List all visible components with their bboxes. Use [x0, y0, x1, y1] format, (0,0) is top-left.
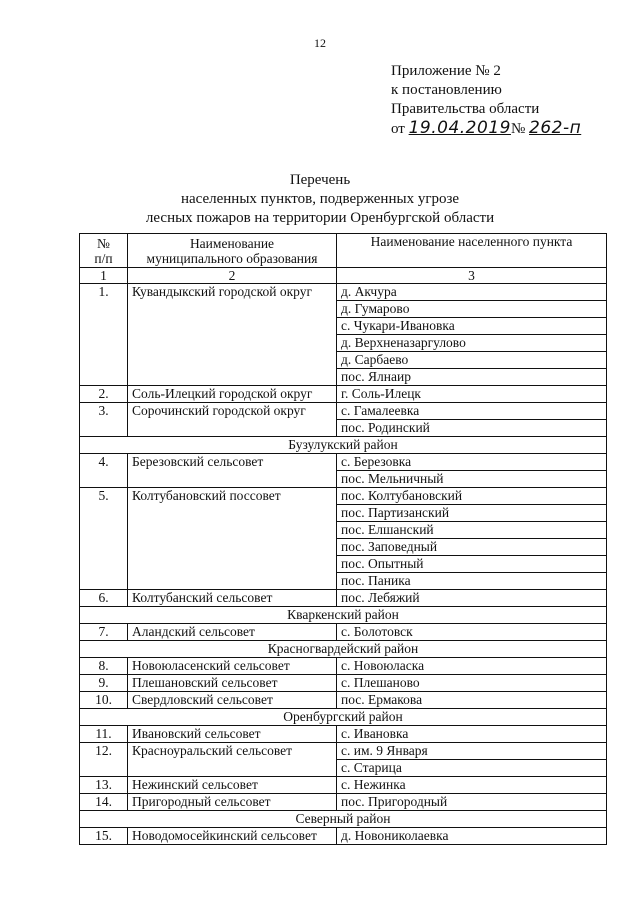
table-row	[80, 454, 607, 471]
municipality-name: Колтубанский сельсовет	[128, 590, 337, 607]
settlement-name: пос. Ермакова	[337, 692, 607, 709]
row-number: 11.	[80, 726, 128, 743]
table-row	[80, 794, 607, 811]
header-municipality-line-2: муниципального образования	[146, 250, 318, 266]
settlement-name: д. Акчура	[337, 284, 607, 301]
municipality-name: Нежинский сельсовет	[128, 777, 337, 794]
settlement-name: пос. Партизанский	[337, 505, 607, 522]
municipality-name: Новоюласенский сельсовет	[128, 658, 337, 675]
settlement-name: с. Ивановка	[337, 726, 607, 743]
title-line-1: Перечень	[289, 172, 351, 188]
table-row	[80, 828, 607, 845]
municipality-name: Березовский сельсовет	[128, 454, 337, 488]
row-number: 3.	[80, 403, 128, 437]
district-name: Кваркенский район	[80, 607, 607, 624]
row-number: 7.	[80, 624, 128, 641]
district-header-row	[80, 641, 607, 658]
municipality-name: Свердловский сельсовет	[128, 692, 337, 709]
settlement-name: пос. Елшанский	[337, 522, 607, 539]
settlement-name: с. им. 9 Января	[337, 743, 607, 760]
municipality-name: Ивановский сельсовет	[128, 726, 337, 743]
municipality-name: Аландский сельсовет	[128, 624, 337, 641]
district-name: Оренбургский район	[80, 709, 607, 726]
handwritten-date: 19.04.2019	[408, 118, 511, 138]
district-name: Северный район	[80, 811, 607, 828]
settlements-table	[79, 233, 607, 845]
header-municipality	[128, 234, 337, 268]
appendix-block	[391, 62, 581, 139]
document-title	[0, 171, 640, 228]
settlement-name: г. Соль-Илецк	[337, 386, 607, 403]
settlement-name: пос. Колтубановский	[337, 488, 607, 505]
district-header-row	[80, 811, 607, 828]
settlement-name: д. Верхненазаргулово	[337, 335, 607, 352]
number-prefix: №	[510, 121, 526, 137]
table-row	[80, 777, 607, 794]
settlement-name: с. Березовка	[337, 454, 607, 471]
settlement-name: с. Нежинка	[337, 777, 607, 794]
settlement-name: с. Гамалеевка	[337, 403, 607, 420]
header-number	[80, 234, 128, 268]
settlement-name: с. Новоюласка	[337, 658, 607, 675]
table-row	[80, 624, 607, 641]
table-body	[80, 284, 607, 845]
municipality-name: Новодомосейкинский сельсовет	[128, 828, 337, 845]
table-row	[80, 284, 607, 301]
table-row	[80, 403, 607, 420]
header-settlement: Наименование населенного пункта	[337, 234, 607, 268]
row-number: 10.	[80, 692, 128, 709]
row-number: 15.	[80, 828, 128, 845]
table-row	[80, 488, 607, 505]
settlement-name: пос. Опытный	[337, 556, 607, 573]
appendix-line-3: Правительства области	[391, 101, 540, 117]
column-number-row	[80, 268, 607, 284]
header-number-line-1: №	[97, 235, 110, 251]
table-row	[80, 743, 607, 760]
table-row	[80, 675, 607, 692]
settlement-name: пос. Ялнаир	[337, 369, 607, 386]
row-number: 1.	[80, 284, 128, 386]
row-number: 8.	[80, 658, 128, 675]
municipality-name: Плешановский сельсовет	[128, 675, 337, 692]
row-number: 4.	[80, 454, 128, 488]
table-row	[80, 726, 607, 743]
table-row	[80, 590, 607, 607]
settlement-name: пос. Паника	[337, 573, 607, 590]
municipality-name: Сорочинский городской округ	[128, 403, 337, 437]
settlement-name: пос. Пригородный	[337, 794, 607, 811]
appendix-date-line	[391, 119, 581, 139]
table-header-row	[80, 234, 607, 268]
settlement-name: с. Чукари-Ивановка	[337, 318, 607, 335]
handwritten-number: 262-п	[529, 118, 582, 138]
header-municipality-line-1: Наименование	[189, 235, 275, 251]
district-name: Бузулукский район	[80, 437, 607, 454]
settlement-name: д. Гумарово	[337, 301, 607, 318]
appendix-line-2: к постановлению	[391, 82, 502, 98]
district-header-row	[80, 607, 607, 624]
table-row	[80, 658, 607, 675]
municipality-name: Колтубановский поссовет	[128, 488, 337, 590]
settlement-name: пос. Мельничный	[337, 471, 607, 488]
title-line-2: населенных пунктов, подверженных угрозе	[180, 191, 460, 207]
row-number: 5.	[80, 488, 128, 590]
district-name: Красногвардейский район	[80, 641, 607, 658]
district-header-row	[80, 437, 607, 454]
municipality-name: Кувандыкский городской округ	[128, 284, 337, 386]
table-row	[80, 386, 607, 403]
settlement-name: пос. Заповедный	[337, 539, 607, 556]
settlement-name: пос. Родинский	[337, 420, 607, 437]
row-number: 9.	[80, 675, 128, 692]
date-prefix: от	[391, 121, 405, 137]
column-number: 3	[337, 268, 607, 284]
page-number: 12	[314, 36, 326, 50]
column-number: 1	[80, 268, 128, 284]
settlement-name: с. Старица	[337, 760, 607, 777]
municipality-name: Красноуральский сельсовет	[128, 743, 337, 777]
row-number: 14.	[80, 794, 128, 811]
district-header-row	[80, 709, 607, 726]
settlement-name: с. Болотовск	[337, 624, 607, 641]
settlement-name: пос. Лебяжий	[337, 590, 607, 607]
row-number: 12.	[80, 743, 128, 777]
settlement-name: д. Сарбаево	[337, 352, 607, 369]
row-number: 2.	[80, 386, 128, 403]
municipality-name: Соль-Илецкий городской округ	[128, 386, 337, 403]
row-number: 13.	[80, 777, 128, 794]
header-number-line-2: п/п	[94, 250, 113, 266]
row-number: 6.	[80, 590, 128, 607]
title-line-3: лесных пожаров на территории Оренбургской области	[145, 210, 495, 226]
municipality-name: Пригородный сельсовет	[128, 794, 337, 811]
appendix-line-1: Приложение № 2	[391, 63, 501, 79]
table-row	[80, 692, 607, 709]
column-number: 2	[128, 268, 337, 284]
settlement-name: с. Плешаново	[337, 675, 607, 692]
settlement-name: д. Новониколаевка	[337, 828, 607, 845]
